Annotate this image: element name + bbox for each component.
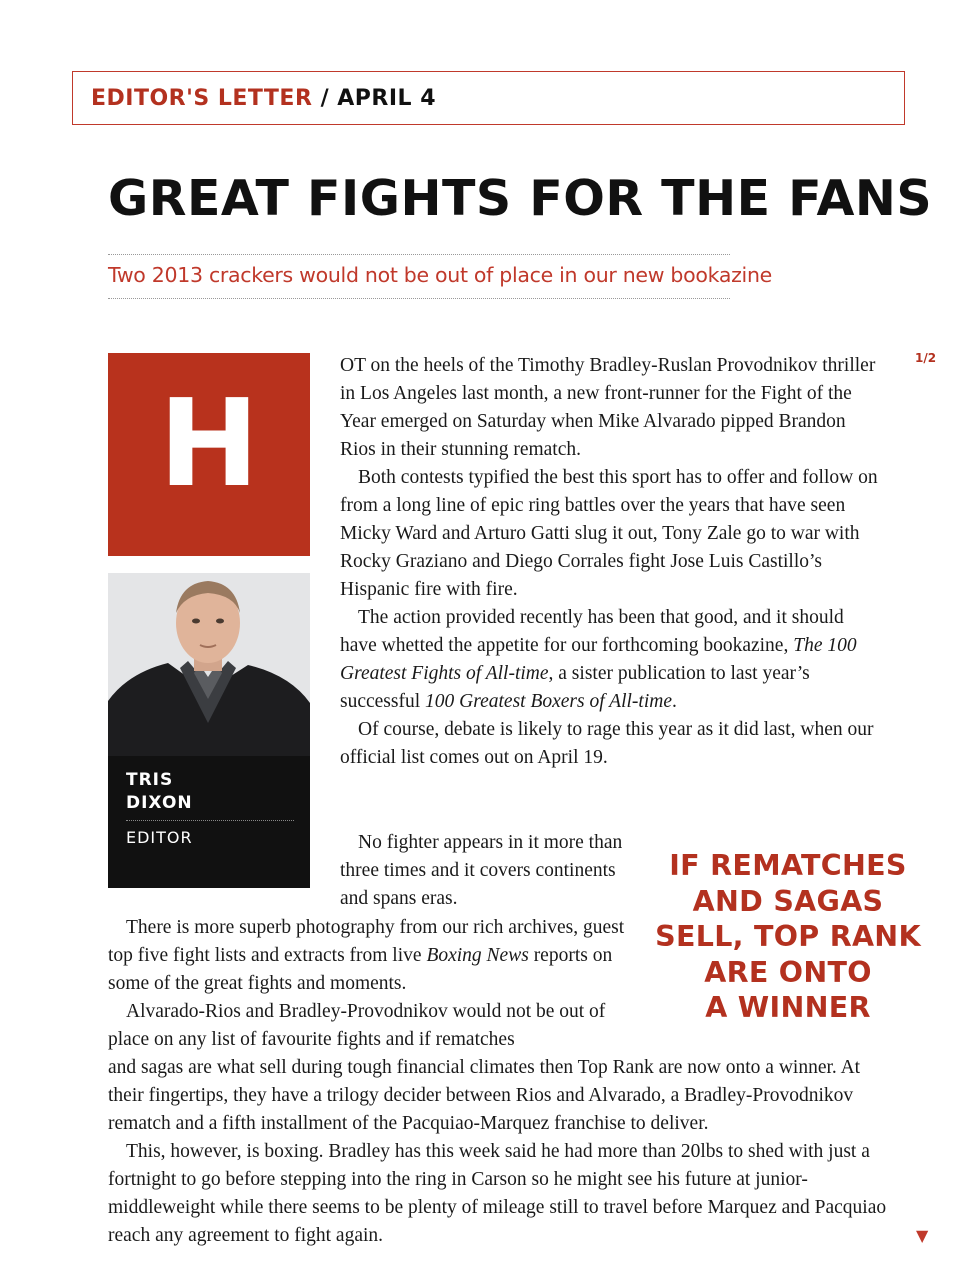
- bookazine-title: The 100 Greatest Fights of All-time: [340, 635, 857, 684]
- dropcap-block: [108, 353, 310, 556]
- pull-quote: [652, 848, 924, 1026]
- paragraph-3: [340, 604, 880, 716]
- paragraph-3-text-a: The action provided recently has been that good, and it should have whetted the appetite for our forthcoming bookazine,: [340, 607, 844, 656]
- paragraph-4: Of course, debate is likely to rage this year as it did last, when our official list comes out on April 19.: [340, 719, 874, 768]
- pull-quote-line: SELL, TOP RANK: [655, 920, 921, 953]
- article-body-wrap: [108, 914, 638, 1054]
- author-portrait-image: [108, 573, 310, 756]
- subtitle-top-rule: [108, 254, 730, 255]
- paragraph-3-text-b: , a sister publication to last year’s successful: [340, 663, 810, 712]
- boxing-news-title: Boxing News: [426, 945, 529, 966]
- article-body-narrow: [340, 829, 640, 913]
- triangle-down-icon[interactable]: ▼: [916, 1226, 929, 1245]
- subtitle-bottom-rule: [108, 298, 730, 299]
- pull-quote-line: ARE ONTO: [704, 955, 872, 989]
- paragraph-7-start: Alvarado-Rios and Bradley-Provodnikov would not be out of place on any list of favourite fights and if rematches: [108, 1001, 606, 1050]
- paragraph-2: Both contests typified the best this sport has to offer and follow on from a long line of epic ring battles over the years that have seen Micky Ward and Arturo Gatti slug it out, Tony Zale go to war with Rocky Graziano and Diego Corrales fight Jose Luis Castillo’s Hispanic fire with fire.: [340, 467, 878, 600]
- page-indicator[interactable]: 1/2: [915, 351, 937, 365]
- author-last-name: DIXON: [126, 793, 193, 813]
- paragraph-6-text-a: There is more superb photography from our rich archives, guest top five fight lists and extracts from live: [108, 917, 625, 966]
- article-body-top: [340, 352, 880, 772]
- pull-quote-line: AND SAGAS: [692, 884, 884, 918]
- paragraph-3-text-c: .: [672, 691, 677, 712]
- paragraph-6: [108, 914, 638, 998]
- section-separator: /: [312, 86, 338, 111]
- article-body-bottom: [108, 1054, 888, 1250]
- sister-publication-title: 100 Greatest Boxers of All-time: [425, 691, 672, 712]
- section-name: EDITOR'S LETTER: [91, 86, 313, 111]
- paragraph-6-text-b: reports on some of the great fights and moments.: [108, 945, 613, 994]
- paragraph-1: OT on the heels of the Timothy Bradley-Ruslan Provodnikov thriller in Los Angeles last month, a new front-runner for the Fight of the Year emerged on Saturday when Mike Alvarado pipped Brandon Rios in their stunning rematch.: [340, 355, 876, 460]
- section-label: [91, 86, 436, 111]
- paragraph-7-end: and sagas are what sell during tough financial climates then Top Rank are now onto a winner. At their fingertips, they have a trilogy decider between Rios and Alvarado, a Bradley-Provodnikov rematch and a fifth installment of the Pacquiao-Marquez franchise to deliver.: [108, 1057, 861, 1134]
- paragraph-5: No fighter appears in it more than three times and it covers continents and spans eras.: [340, 832, 623, 909]
- author-divider: [126, 820, 294, 821]
- section-header: [72, 71, 905, 125]
- pull-quote-line: IF REMATCHES: [669, 849, 907, 882]
- paragraph-8: This, however, is boxing. Bradley has this week said he had more than 20lbs to shed with just a fortnight to go before stepping into the ring in Carson so he might see his future at junior-middleweight while there seems to be plenty of mileage still to travel before Marquez and Pacquiao reach any agreement to fight again.: [108, 1141, 887, 1246]
- dropcap-letter: H: [158, 375, 260, 514]
- pull-quote-line: A WINNER: [705, 991, 871, 1024]
- section-date: APRIL 4: [337, 86, 437, 111]
- author-first-name: TRIS: [126, 770, 174, 790]
- author-photo: [108, 573, 310, 756]
- author-namebox: [108, 756, 310, 888]
- article-subtitle: Two 2013 crackers would not be out of place in our new bookazine: [108, 263, 772, 287]
- author-role: EDITOR: [126, 828, 193, 847]
- article-headline: GREAT FIGHTS FOR THE FANS: [108, 170, 933, 227]
